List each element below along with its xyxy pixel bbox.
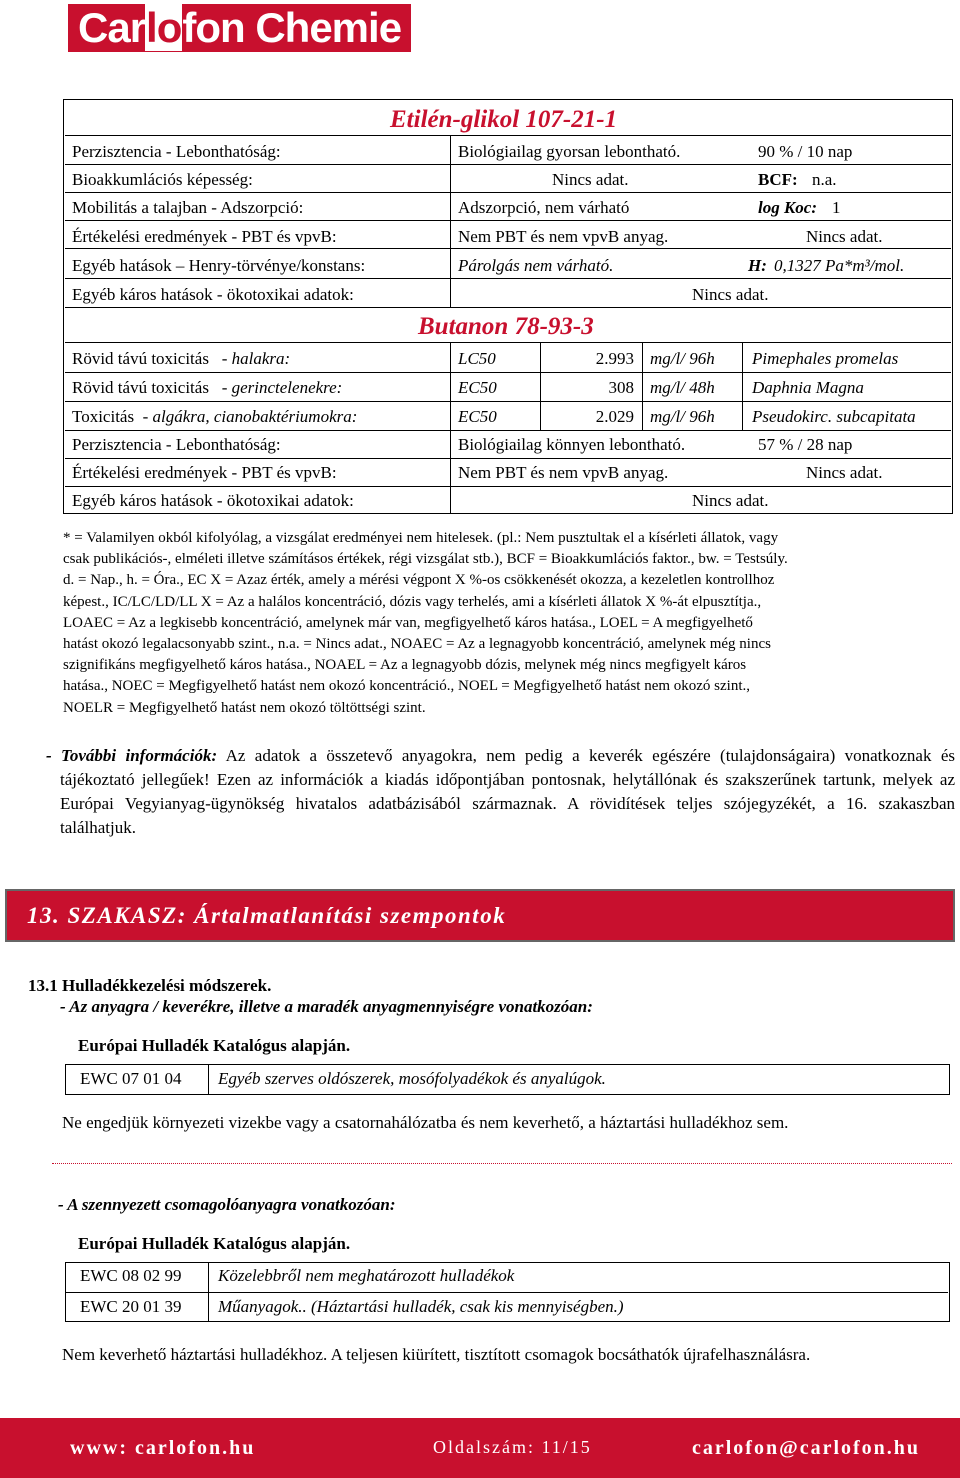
etilen-row-label: Értékelési eredmények - PBT és vpvB: — [72, 227, 337, 246]
butanon-row-value: Nincs adat. — [692, 491, 769, 510]
tox-type: EC50 — [458, 378, 497, 397]
part2-catalog: Európai Hulladék Katalógus alapján. — [78, 1234, 351, 1253]
part1-heading: - Az anyagra / keverékre, illetve a maradék anyagmennyiségre vonatkozóan: — [60, 997, 593, 1016]
butanon-row-extra: Nincs adat. — [806, 463, 883, 482]
etilen-row-label: Egyéb káros hatások - ökotoxikai adatok: — [72, 285, 354, 304]
etilen-row-value: Adszorpció, nem várható — [458, 198, 630, 217]
part1-note: Ne engedjük környezeti vizekbe vagy a csatornahálózatba és nem keverhető, a háztartási hulladékhoz sem. — [62, 1113, 789, 1132]
tox-unit: mg/l/ 48h — [650, 378, 715, 397]
etilen-row-extra: n.a. — [812, 170, 837, 189]
footer-page-number: Oldalszám: 11/15 — [433, 1437, 592, 1457]
tox-value: 2.993 — [595, 349, 634, 368]
etilen-row-value: Nem PBT és nem vpvB anyag. — [458, 227, 669, 246]
butanon-row-value: Biológiailag könnyen lebontható. — [458, 435, 686, 454]
etilen-row-value: Biológiailag gyorsan lebontható. — [458, 142, 681, 161]
tox-label: Rövid távú toxicitás - gerinctelenekre: — [72, 378, 343, 397]
section-13-subtitle: 13.1 Hulladékkezelési módszerek. — [28, 976, 272, 995]
footer — [0, 1418, 960, 1478]
butanon-row-label: Egyéb káros hatások - ökotoxikai adatok: — [72, 491, 354, 510]
part2-heading: - A szennyezett csomagolóanyagra vonatkozóan: — [58, 1195, 396, 1214]
etilen-row-label: Perzisztencia - Lebonthatóság: — [72, 142, 281, 161]
company-logo: Carlofon Chemie — [68, 4, 411, 52]
note-line: NOELR = Megfigyelhető hatást nem okozó töltöttségi szint. — [63, 699, 426, 716]
etilen-row-label: Mobilitás a talajban - Adszorpció: — [72, 198, 304, 217]
part1-catalog: Európai Hulladék Katalógus alapján. — [78, 1036, 351, 1055]
butanon-title: Butanon 78-93-3 — [418, 313, 594, 340]
butanon-row-label: Perzisztencia - Lebonthatóság: — [72, 435, 281, 454]
tox-species: Daphnia Magna — [752, 378, 864, 397]
tox-value: 2.029 — [595, 407, 634, 426]
ewc-desc: Közelebbről nem meghatározott hulladékok — [218, 1266, 515, 1285]
abbreviation-notes — [63, 528, 955, 719]
divider — [52, 1163, 952, 1164]
ewc-code: EWC 20 01 39 — [80, 1297, 182, 1316]
etilen-row-extra-label: H: — [748, 256, 767, 275]
tox-unit: mg/l/ 96h — [650, 407, 715, 426]
butanon-row-label: Értékelési eredmények - PBT és vpvB: — [72, 463, 337, 482]
etilen-row-label: Egyéb hatások – Henry-törvénye/konstans: — [72, 256, 366, 275]
etilen-row-value: Párolgás nem várható. — [458, 256, 614, 275]
footer-website[interactable]: www: carlofon.hu — [70, 1437, 256, 1459]
tox-label: Toxicitás - algákra, cianobaktériumokra: — [72, 407, 358, 426]
etilen-row-extra: Nincs adat. — [806, 227, 883, 246]
note-line: hatást okozó legalacsonyabb szint., n.a. = Nincs adat., NOAEC = Az a legnagyobb koncentráció, amelynek még nincs — [63, 636, 771, 653]
etilen-title: Etilén-glikol 107-21-1 — [390, 106, 618, 133]
butanon-row-extra: 57 % / 28 nap — [758, 435, 853, 454]
tox-type: LC50 — [458, 349, 496, 368]
note-line: hatása., NOEC = Megfigyelhető hatást nem okozó koncentráció., NOEL = Megfigyelhető hatást nem okozó szint., — [63, 678, 751, 695]
etilen-row-extra-label: log Koc: — [758, 198, 818, 217]
tox-type: EC50 — [458, 407, 497, 426]
etilen-row-extra: 90 % / 10 nap — [758, 142, 853, 161]
part2-note: Nem keverhető háztartási hulladékhoz. A teljesen kiürített, tisztított csomagok bocsáthatók újrafelhasználásra. — [62, 1345, 811, 1364]
etilen-row-value: Nincs adat. — [552, 170, 629, 189]
tox-label: Rövid távú toxicitás - halakra: — [72, 349, 291, 368]
etilen-row-label: Bioakkumlációs képesség: — [72, 170, 253, 189]
butanon-row-value: Nem PBT és nem vpvB anyag. — [458, 463, 669, 482]
section-13-banner: 13. SZAKASZ: Ártalmatlanítási szempontok — [5, 889, 955, 942]
etilen-row-value: Nincs adat. — [692, 285, 769, 304]
note-line: d. = Nap., h. = Óra., EC X = Azaz érték, amely a mérési végpont X %-os csökkenését okozza, a kezeletlen kontrollhoz — [63, 572, 775, 589]
tox-value: 308 — [608, 378, 634, 397]
note-line: képest., IC/LC/LD/LL X = Az a halálos koncentráció, dózis vagy terhelés, ami a kísérleti állatok X %-át elpusztítja., — [63, 593, 762, 610]
etilen-row-extra-label: BCF: — [758, 170, 798, 189]
ewc-code: EWC 08 02 99 — [80, 1266, 182, 1285]
ewc-desc: Egyéb szerves oldószerek, mosófolyadékok és anyalúgok. — [218, 1069, 606, 1088]
further-info: - További információk: Az adatok a összetevő anyagokra, nem pedig a keverék egészére (tulajdonságaira) vonatkoznak és tájékoztató jellegűek! Ezen az információk a kiadás időpontjában pontosnak, helytállónak és szakszerűnek tartunk, melyek az Európai Vegyianyag-ügynökség hivatalos adatbázisából származnak. A rövidítések teljes szójegyzékét, a 16. szakaszban találhatjuk. — [46, 746, 956, 837]
ewc-code: EWC 07 01 04 — [80, 1069, 182, 1088]
ewc-desc: Műanyagok.. (Háztartási hulladék, csak kis mennyiségben.) — [218, 1297, 624, 1316]
note-line: LOAEC = Az a legkisebb koncentráció, amelynek már van, megfigyelhető káros hatása., LOEL = A megfigyelhető — [63, 614, 753, 631]
note-line: csak publikációs-, elméleti illetve számításos értékek, régi vizsgálat stb.), BCF = Bioakkumlációs faktor., bw. = Testsúly. — [63, 551, 788, 568]
tox-species: Pimephales promelas — [752, 349, 899, 368]
etilen-row-extra: 0,1327 Pa*m³/mol. — [774, 256, 905, 275]
tox-unit: mg/l/ 96h — [650, 349, 715, 368]
tox-species: Pseudokirc. subcapitata — [752, 407, 916, 426]
note-line: szignifikáns megfigyelhető káros hatása., NOAEL = Az a legnagyobb dózis, melynek még nincs megfigyelt káros — [63, 657, 747, 674]
etilen-row-extra: 1 — [832, 198, 841, 217]
note-line: * = Valamilyen okból kifolyólag, a vizsgálat eredményei nem hitelesek. (pl.: Nem pusztultak el a kísérleti állatok, vagy — [63, 530, 779, 546]
footer-email[interactable]: carlofon@carlofon.hu — [692, 1437, 921, 1459]
